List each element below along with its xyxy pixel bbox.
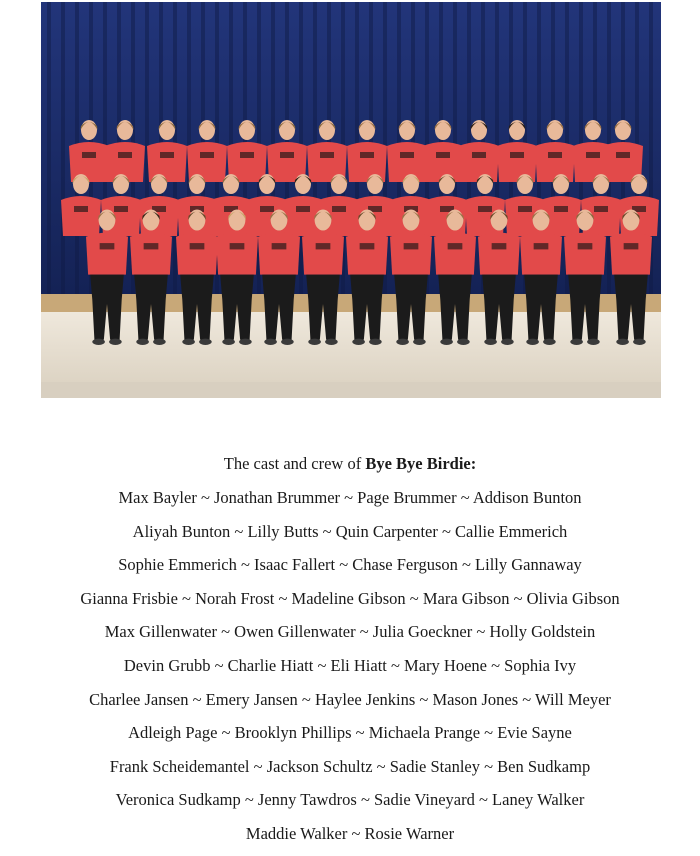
name-line: Frank Scheidemantel ~ Jackson Schultz ~ Sadie Stanley ~ Ben Sudkamp [109,756,591,776]
show-title: Bye Bye Birdie: [365,454,477,473]
name-line: Gianna Frisbie ~ Norah Frost ~ Madeline Gibson ~ Mara Gibson ~ Olivia Gibson [80,588,620,608]
name-line: Devin Grubb ~ Charlie Hiatt ~ Eli Hiatt ~ Mary Hoene ~ Sophia Ivy [123,655,577,675]
caption-heading-prefix: The cast and crew of [223,454,366,473]
stage-front [41,312,661,382]
caption [0,452,700,856]
name-line: Veronica Sudkamp ~ Jenny Tawdros ~ Sadie Vineyard ~ Laney Walker [115,790,585,810]
name-line: Sophie Emmerich ~ Isaac Fallert ~ Chase Ferguson ~ Lilly Gannaway [118,555,582,575]
name-line: Charlee Jansen ~ Emery Jansen ~ Haylee Jenkins ~ Mason Jones ~ Will Meyer [89,689,611,709]
name-line: Max Gillenwater ~ Owen Gillenwater ~ Julia Goeckner ~ Holly Goldstein [104,622,596,642]
stage-edge [41,294,661,312]
name-line: Maddie Walker ~ Rosie Warner [245,823,455,843]
group-photo [41,2,661,398]
name-line: Adleigh Page ~ Brooklyn Phillips ~ Michaela Prange ~ Evie Sayne [128,723,572,743]
gym-floor [41,382,661,398]
name-line: Max Bayler ~ Jonathan Brummer ~ Page Brummer ~ Addison Bunton [118,488,582,507]
name-line: Aliyah Bunton ~ Lilly Butts ~ Quin Carpenter ~ Callie Emmerich [132,521,568,541]
caption-heading [0,452,700,478]
